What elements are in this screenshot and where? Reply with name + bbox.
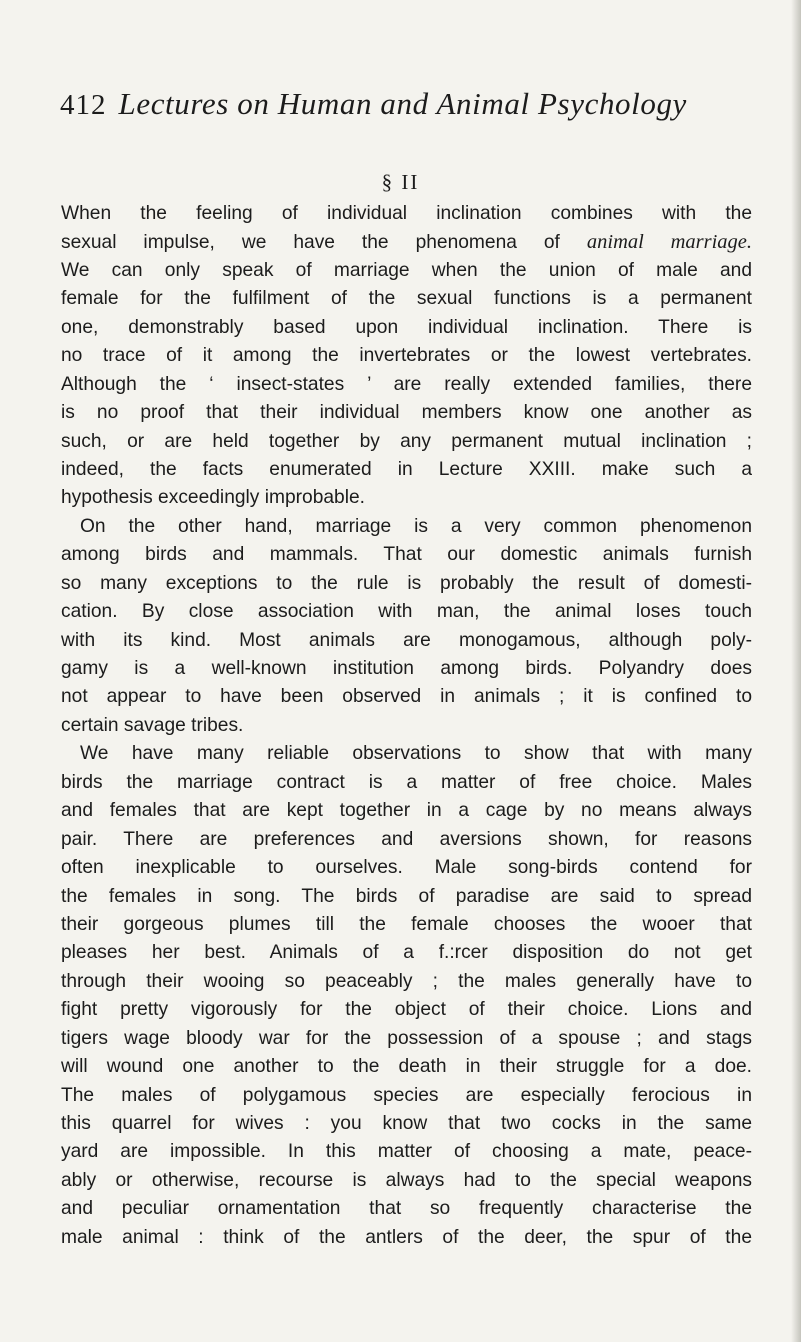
text-line: fight pretty vigorously for the object of their choice. Lions and — [61, 999, 752, 1021]
text-line: no trace of it among the invertebrates or the lowest vertebrates. — [61, 345, 752, 367]
text-line: indeed, the facts enumerated in Lecture XXIII. make such a — [61, 458, 752, 480]
text-line: certain savage tribes. — [61, 714, 244, 736]
text-line: ably or otherwise, recourse is always had to the special weapons — [61, 1169, 752, 1191]
text-line: male animal : think of the antlers of the deer, the spur of the — [61, 1226, 752, 1248]
text-line: through their wooing so peaceably ; the males generally have to — [61, 970, 752, 992]
page-edge-shadow — [791, 0, 801, 1342]
text-line: The males of polygamous species are especially ferocious in — [61, 1084, 752, 1106]
text-line: We have many reliable observations to show that with many — [80, 743, 752, 765]
text-line: is no proof that their individual members know one another as — [61, 402, 752, 424]
body-text — [61, 200, 752, 1252]
text-line: such, or are held together by any permanent mutual inclination ; — [61, 430, 752, 452]
text-line: On the other hand, marriage is a very common phenomenon — [80, 515, 752, 537]
text-line: female for the fulfilment of the sexual functions is a permanent — [61, 288, 752, 310]
text-line: and females that are kept together in a cage by no means always — [61, 800, 752, 822]
text-line: gamy is a well-known institution among birds. Polyandry does — [61, 658, 752, 679]
text-line — [61, 228, 752, 256]
text-line: often inexplicable to ourselves. Male song-birds contend for — [61, 857, 752, 879]
text-line: will wound one another to the death in their struggle for a doe. — [61, 1056, 752, 1078]
text-line: one, demonstrably based upon individual inclination. There is — [61, 316, 752, 338]
text-line: pair. There are preferences and aversions shown, for reasons — [61, 828, 752, 850]
text-line: birds the marriage contract is a matter of free choice. Males — [61, 771, 752, 793]
text-line: We can only speak of marriage when the union of male and — [61, 259, 752, 281]
text-line: yard are impossible. In this matter of choosing a mate, peace- — [61, 1141, 752, 1163]
text-line: so many exceptions to the rule is probably the result of domesti- — [61, 572, 752, 594]
page-number: 412 — [60, 89, 107, 121]
text-segment: sexual impulse, we have the phenomena of — [61, 232, 587, 254]
text-line: their gorgeous plumes till the female chooses the wooer that — [61, 913, 752, 935]
text-line: and peculiar ornamentation that so frequently characterise the — [61, 1198, 752, 1220]
text-line: the females in song. The birds of paradise are said to spread — [61, 885, 752, 907]
text-line: not appear to have been observed in animals ; it is confined to — [61, 686, 752, 708]
running-head — [60, 86, 760, 126]
section-heading: § II — [381, 170, 420, 194]
text-line: When the feeling of individual inclination combines with the — [61, 203, 752, 224]
text-line: this quarrel for wives : you know that two cocks in the same — [61, 1113, 752, 1134]
italic-term: animal marriage. — [586, 231, 752, 254]
text-line: with its kind. Most animals are monogamous, although poly- — [61, 629, 752, 651]
text-line: hypothesis exceedingly improbable. — [61, 487, 365, 509]
text-line: tigers wage bloody war for the possession of a spouse ; and stags — [61, 1027, 752, 1049]
text-line: cation. By close association with man, the animal loses touch — [61, 601, 752, 623]
text-line: among birds and mammals. That our domestic animals furnish — [61, 544, 752, 566]
text-line: Although the ‘ insect-states ’ are really extended families, there — [61, 373, 752, 395]
text-line: pleases her best. Animals of a f.:rcer disposition do not get — [61, 942, 752, 964]
running-title: Lectures on Human and Animal Psychology — [118, 86, 687, 121]
